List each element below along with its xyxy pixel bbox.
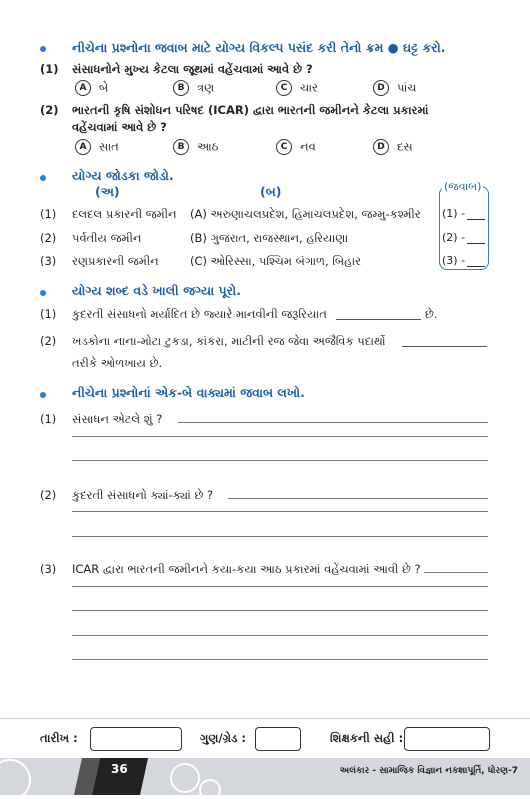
option-text: ત્રણ: [197, 80, 215, 95]
date-field[interactable]: [90, 727, 182, 751]
answer-line[interactable]: [72, 610, 488, 611]
answer-line[interactable]: [72, 511, 488, 512]
footer-band: [0, 758, 530, 795]
question-number: (2): [40, 103, 59, 117]
section-heading-match: યોગ્ય જોડકા જોડો.: [72, 168, 174, 183]
option-letter: C: [276, 139, 292, 155]
answer-line[interactable]: [228, 488, 488, 499]
column-a-header: (અ): [95, 184, 120, 199]
column-b-header: (બ): [260, 184, 282, 199]
answer-line[interactable]: [72, 659, 488, 660]
match-row-a: રણપ્રકારની જમીન: [72, 254, 159, 268]
match-row-b: (B) ગુજરાત, રાજસ્થાન, હરિયાણા: [190, 231, 349, 245]
blank-line[interactable]: [336, 305, 421, 320]
section-heading-mcq: નીચેના પ્રશ્નોના જવાબ માટે યોગ્ય વિકલ્પ પસંદ કરી તેનો ક્રમ ● ઘટ્ટ કરો.: [72, 40, 446, 55]
match-answer-2[interactable]: [442, 231, 485, 244]
option-letter: A: [75, 139, 91, 155]
option-d[interactable]: [373, 80, 416, 96]
match-row-b: (A) અરુણાચલપ્રદેશ, હિમાચલપ્રદેશ, જમ્મુ-કશ્મીર: [190, 207, 421, 221]
question-number: (2): [40, 334, 57, 348]
bullet: [40, 392, 46, 398]
question-text-cont: તરીકે ઓળખાય છે.: [72, 356, 163, 370]
answer-line[interactable]: [178, 412, 488, 423]
match-row-b: (C) ઓરિસ્સા, પશ્ચિમ બંગાળ, બિહાર: [190, 254, 362, 268]
option-letter: A: [75, 80, 91, 96]
page-number: 36: [111, 762, 128, 776]
grade-label: ગુણ/ગ્રેડ :: [200, 731, 246, 745]
match-answer-3[interactable]: [442, 254, 485, 267]
answer-line[interactable]: [72, 586, 488, 587]
option-letter: B: [173, 80, 189, 96]
option-text: સાત: [99, 139, 119, 154]
question-text: સંસાધનોને મુખ્ય કેટલા જૂથમાં વહેંચવામાં આવે છે ?: [72, 62, 313, 76]
match-row-number: (2): [40, 231, 57, 245]
blank-line[interactable]: [402, 332, 487, 347]
option-b[interactable]: [173, 80, 214, 96]
match-row-a: દલદલ પ્રકારની જમીન: [72, 207, 177, 221]
option-text: પાંચ: [397, 80, 417, 95]
question-text-cont: વહેંચવામાં આવે છે ?: [72, 120, 167, 134]
answer-label: (2) -: [442, 231, 466, 244]
answer-label: (1) -: [442, 207, 466, 220]
section-heading-fill-blank: યોગ્ય શબ્દ વડે ખાલી જગ્યા પૂરો.: [72, 283, 241, 298]
option-text: બે: [99, 80, 109, 95]
match-row-a: પર્વતીય જમીન: [72, 231, 142, 245]
match-row-number: (1): [40, 207, 57, 221]
answer-line[interactable]: [72, 460, 488, 461]
bullet: [40, 46, 46, 52]
question-text: કુદરતી સંસાધનો મર્યાદિત છે જ્યારે માનવીની જરૂરિયાત: [72, 307, 327, 321]
question-number: (1): [40, 412, 57, 426]
grade-field[interactable]: [255, 727, 301, 751]
question-number: (1): [40, 307, 57, 321]
section-heading-short-answer: નીચેના પ્રશ્નોનાં એક-બે વાક્યમાં જવાબ લખો.: [72, 385, 305, 400]
answer-label: (3) -: [442, 254, 466, 267]
bullet: [40, 290, 46, 296]
question-text: ભારતની કૃષિ સંશોધન પરિષદ (ICAR) દ્વારા ભારતની જમીનને કેટલા પ્રકારમાં: [72, 103, 429, 117]
option-text: દસ: [397, 139, 413, 154]
option-letter: C: [276, 80, 292, 96]
option-letter: D: [373, 139, 389, 155]
match-row-number: (3): [40, 254, 57, 268]
option-a[interactable]: [75, 139, 119, 155]
question-number: (3): [40, 562, 57, 576]
question-text: ICAR દ્વારા ભારતની જમીનને કયા-કયા આઠ પ્રકારમાં વહેંચવામાં આવી છે ?: [72, 562, 421, 576]
answer-line[interactable]: [424, 562, 488, 573]
question-text: ખડકોના નાના-મોટા ટુકડા, કાંકરા, માટીની રજ જેવા અજૈવિક પદાર્થો: [72, 334, 386, 348]
option-text: આઠ: [197, 139, 219, 154]
option-c[interactable]: [276, 80, 318, 96]
question-number: (2): [40, 488, 57, 502]
question-text-end: છે.: [425, 307, 438, 321]
question-text: સંસાધન એટલે શું ?: [72, 412, 163, 426]
book-title: અલંકાર - સામાજિક વિજ્ઞાન નકશાપૂર્તિ, ધોરણ-7: [339, 766, 518, 776]
footer-divider: [0, 718, 530, 719]
question-number: (1): [40, 62, 59, 76]
signature-field[interactable]: [404, 727, 490, 751]
question-text: કુદરતી સંસાધનો ક્યાં-ક્યાં છે ?: [72, 488, 214, 502]
match-answer-1[interactable]: [442, 207, 485, 220]
option-letter: B: [173, 139, 189, 155]
answer-line[interactable]: [72, 635, 488, 636]
bullet: [40, 175, 46, 181]
answer-line[interactable]: [72, 536, 488, 537]
option-a[interactable]: [75, 80, 108, 96]
option-b[interactable]: [173, 139, 218, 155]
option-text: નવ: [300, 139, 316, 154]
decorative-circles: [0, 758, 530, 795]
option-letter: D: [373, 80, 389, 96]
option-c[interactable]: [276, 139, 316, 155]
option-d[interactable]: [373, 139, 413, 155]
answer-line[interactable]: [72, 436, 488, 437]
option-text: ચાર: [300, 80, 318, 95]
date-label: તારીખ :: [40, 731, 78, 745]
signature-label: શિક્ષકની સહી :: [330, 731, 404, 745]
column-answer-header: (જવાબ): [444, 180, 482, 193]
